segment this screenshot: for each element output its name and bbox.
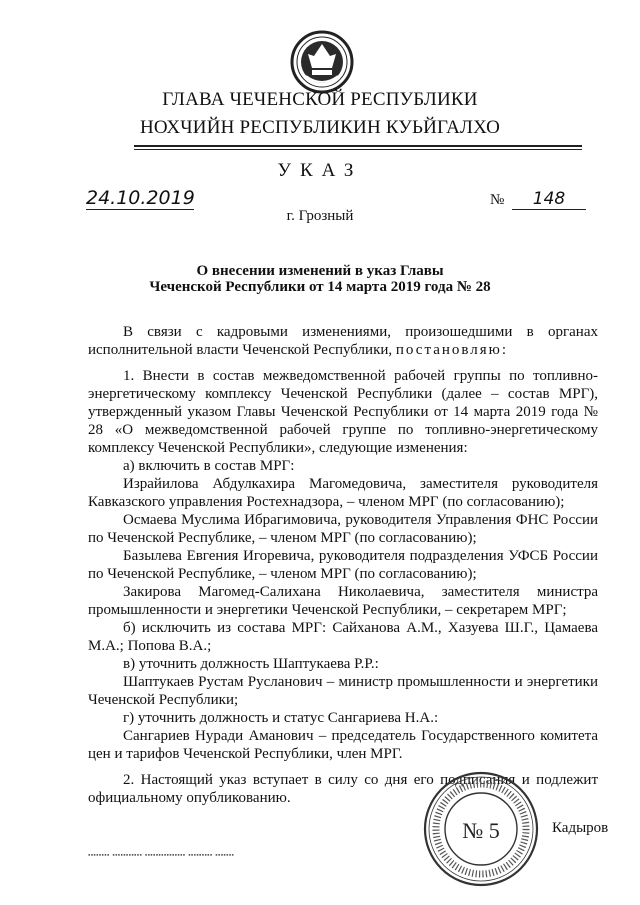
title-line-2: Чеченской Республики от 14 марта 2019 года № 28	[149, 279, 491, 295]
footer-tracking-code: ▪▪▪▪▪▪▪▪ ▪▪▪▪▪▪▪▪▪▪▪ ▪▪▪▪▪▪▪▪▪▪▪▪▪▪▪ ▪▪▪▪▪▪▪▪▪ ▪▪▪▪▪▪▪	[88, 852, 235, 857]
item-a: а) включить в состав МРГ:	[123, 458, 295, 474]
title-line-1: О внесении изменений в указ Главы	[196, 263, 444, 279]
document-number: 148	[512, 189, 586, 210]
signer-name: Кадыров	[552, 820, 609, 836]
header-line-2: НОХЧИЙН РЕСПУБЛИКИН КУЬЙГАЛХО	[139, 117, 501, 138]
paragraph-2: 2. Настоящий указ вступает в силу со дня его подписания и подлежит официальному опубликованию.	[88, 772, 598, 806]
paragraph-1: 1. Внести в состав межведомственной рабочей группы по топливно-энергетическому комплексу Чеченской Республики (далее – состав МРГ), утвержденный указом Главы Чеченской Республики от 14 марта 2019 года № 28 «О межведомственной рабочей группе по топливно-энергетическому комплексу Чеченской Республики», следующие изменения:	[88, 368, 598, 456]
item-a-4: Закирова Магомед-Салихана Николаевича, заместителя министра промышленности и энергетики Чеченской Республики, – секретарем МРГ;	[88, 584, 598, 618]
item-b: б) исключить из состава МРГ: Сайханова А.М., Хазуева Ш.Г., Цамаева М.А.; Попова В.А.;	[88, 620, 598, 654]
document-date: 24.10.2019	[86, 187, 195, 209]
header-rule-thick	[134, 145, 582, 147]
item-a-1: Израйилова Абдулкахира Магомедовича, заместителя руководителя Кавказского управления Ростехнадзора, – членом МРГ (по согласованию);	[88, 476, 598, 510]
intro-text: В связи с кадровыми изменениями, произошедшими в органах исполнительной власти Чеченской Республики,	[88, 324, 598, 358]
item-g-1: Сангариев Нуради Аманович – председатель Государственного комитета цен и тарифов Чеченской Республики, член МРГ.	[88, 728, 598, 762]
item-a-2: Осмаева Муслима Ибрагимовича, руководителя Управления ФНС России по Чеченской Республике, – членом МРГ (по согласованию);	[88, 512, 598, 546]
item-g: г) уточнить должность и статус Сангариева Н.А.:	[123, 710, 439, 726]
header-line-1: ГЛАВА ЧЕЧЕНСКОЙ РЕСПУБЛИКИ	[162, 89, 478, 110]
intro-paragraph	[88, 323, 598, 359]
header-rule-thin	[134, 149, 582, 150]
document-title	[0, 263, 640, 295]
stamp-number: № 5	[462, 818, 500, 843]
item-v-1: Шаптукаев Рустам Русланович – министр промышленности и энергетики Чеченской Республики;	[88, 674, 598, 708]
document-type: УКАЗ	[277, 160, 363, 181]
coat-of-arms-emblem-icon	[290, 30, 354, 94]
document-body	[88, 323, 598, 807]
round-seal-stamp-icon	[422, 770, 540, 888]
city: г. Грозный	[286, 208, 354, 224]
intro-decree-word: постановляю:	[395, 342, 509, 358]
item-a-3: Базылева Евгения Игоревича, руководителя подразделения УФСБ России по Чеченской Республике, – членом МРГ (по согласованию);	[88, 548, 598, 582]
item-v: в) уточнить должность Шаптукаева Р.Р.:	[123, 656, 379, 672]
number-label: №	[490, 192, 505, 208]
